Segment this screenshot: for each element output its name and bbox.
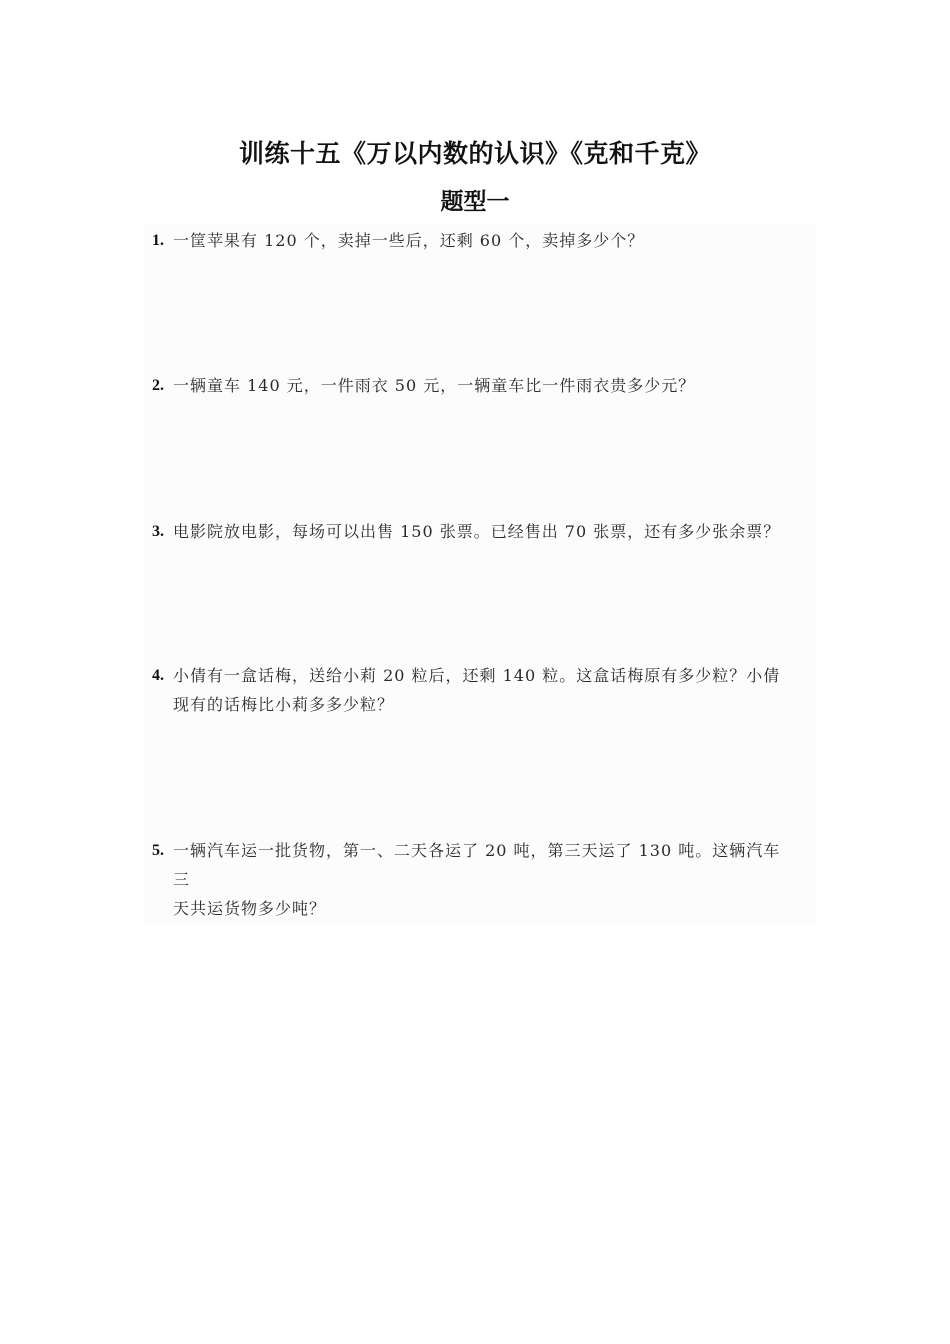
scanned-question-area — [144, 224, 816, 924]
question-text-line: 一筐苹果有 120 个，卖掉一些后，还剩 60 个，卖掉多少个？ — [173, 231, 645, 250]
question-text-line: 一辆童车 140 元，一件雨衣 50 元，一辆童车比一件雨衣贵多少元？ — [173, 376, 696, 395]
question-number: 1. — [152, 232, 164, 249]
question-item — [152, 371, 792, 400]
question-number: 4. — [152, 667, 164, 684]
question-text — [173, 836, 792, 923]
question-text-line: 电影院放电影，每场可以出售 150 张票。已经售出 70 张票，还有多少张余票？ — [173, 522, 781, 541]
question-number: 5. — [152, 842, 164, 859]
question-text-line: 天共运货物多少吨？ — [173, 899, 327, 918]
question-text-line: 现有的话梅比小莉多多少粒？ — [173, 695, 395, 714]
question-item — [152, 836, 792, 923]
question-number: 3. — [152, 523, 164, 540]
question-number: 2. — [152, 377, 164, 394]
question-item — [152, 226, 792, 255]
page-title: 训练十五《万以内数的认识》《克和千克》 — [238, 139, 711, 168]
question-text — [173, 517, 792, 546]
question-item — [152, 517, 792, 546]
section-subtitle: 题型一 — [440, 189, 510, 215]
question-text — [173, 661, 792, 719]
question-text — [173, 226, 792, 255]
question-text-line: 小倩有一盒话梅，送给小莉 20 粒后，还剩 140 粒。这盒话梅原有多少粒？小倩 — [173, 666, 781, 685]
question-text-line: 一辆汽车运一批货物，第一、二天各运了 20 吨，第三天运了 130 吨。这辆汽车三 — [173, 841, 781, 889]
question-item — [152, 661, 792, 719]
question-text — [173, 371, 792, 400]
